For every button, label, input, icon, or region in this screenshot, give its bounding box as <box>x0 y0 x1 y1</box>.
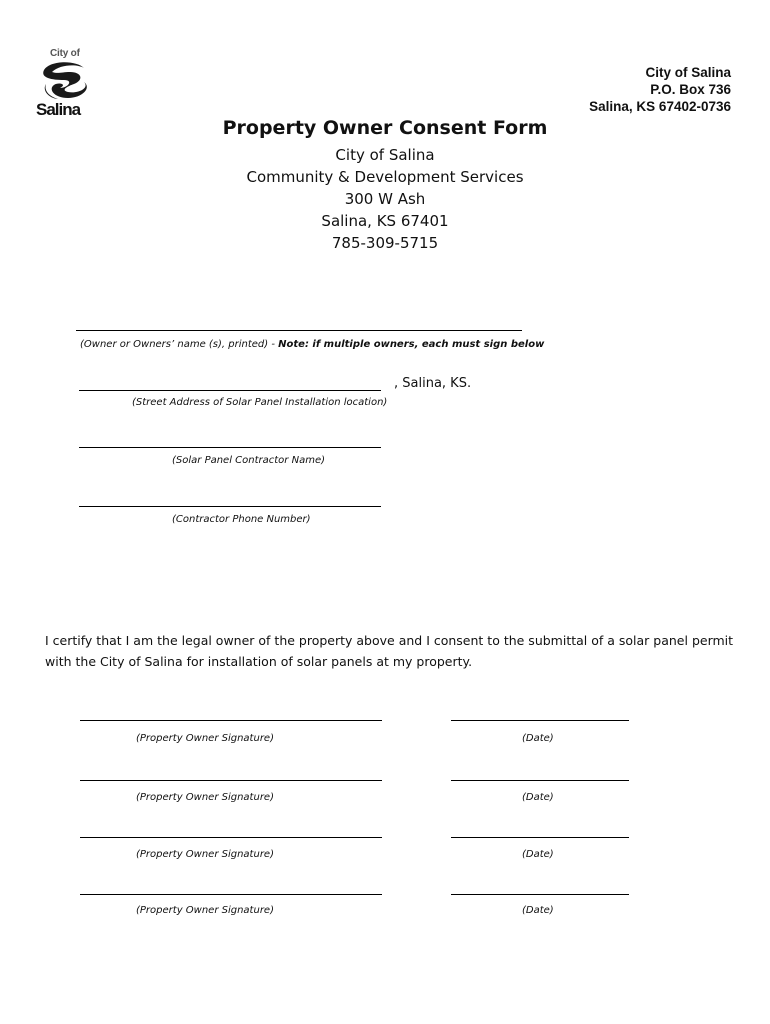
street-address-caption: (Street Address of Solar Panel Installation location) <box>132 397 388 408</box>
signature-caption: (Property Owner Signature) <box>136 849 274 860</box>
street-address-field[interactable] <box>79 390 381 391</box>
form-title: Property Owner Consent Form <box>222 117 548 139</box>
date-field[interactable] <box>451 894 629 895</box>
contractor-phone-field[interactable] <box>79 506 381 507</box>
return-address <box>589 64 731 115</box>
contractor-name-caption: (Solar Panel Contractor Name) <box>172 455 325 466</box>
property-owner-signature-field[interactable] <box>80 720 382 721</box>
date-caption: (Date) <box>522 792 554 803</box>
owner-name-caption <box>80 339 544 350</box>
contractor-phone-caption: (Contractor Phone Number) <box>172 514 311 525</box>
contractor-name-field[interactable] <box>79 447 381 448</box>
office-line: 785-309-5715 <box>331 234 439 252</box>
office-line: 300 W Ash <box>344 190 426 208</box>
office-line: Salina, KS 67401 <box>321 212 449 230</box>
date-field[interactable] <box>451 720 629 721</box>
certification-statement: I certify that I am the legal owner of the property above and I consent to the submittal of a solar panel permit with the City of Salina for installation of solar panels at my property. <box>45 633 734 669</box>
return-address-line: City of Salina <box>645 65 731 80</box>
office-line: City of Salina <box>335 146 435 164</box>
city-logo <box>34 48 96 120</box>
return-address-line: P.O. Box 736 <box>650 82 731 97</box>
signature-caption: (Property Owner Signature) <box>136 733 274 744</box>
logo-name: Salina <box>36 100 81 119</box>
owner-name-field[interactable] <box>76 330 522 331</box>
office-line: Community & Development Services <box>246 168 524 186</box>
office-address <box>0 144 770 254</box>
logo-small-text: City of <box>50 48 80 59</box>
property-owner-signature-field[interactable] <box>80 837 382 838</box>
owner-name-note: Note: if multiple owners, each must sign below <box>278 339 545 350</box>
signature-caption: (Property Owner Signature) <box>136 905 274 916</box>
salina-s-swoosh-logo-icon <box>38 58 92 100</box>
date-field[interactable] <box>451 837 629 838</box>
date-caption: (Date) <box>522 905 554 916</box>
date-caption: (Date) <box>522 849 554 860</box>
return-address-line: Salina, KS 67402-0736 <box>589 99 731 114</box>
signature-caption: (Property Owner Signature) <box>136 792 274 803</box>
property-owner-signature-field[interactable] <box>80 780 382 781</box>
property-owner-signature-field[interactable] <box>80 894 382 895</box>
date-field[interactable] <box>451 780 629 781</box>
street-address-suffix: , Salina, KS. <box>394 376 472 391</box>
date-caption: (Date) <box>522 733 554 744</box>
owner-name-caption-text: (Owner or Owners’ name (s), printed) - <box>80 339 279 350</box>
